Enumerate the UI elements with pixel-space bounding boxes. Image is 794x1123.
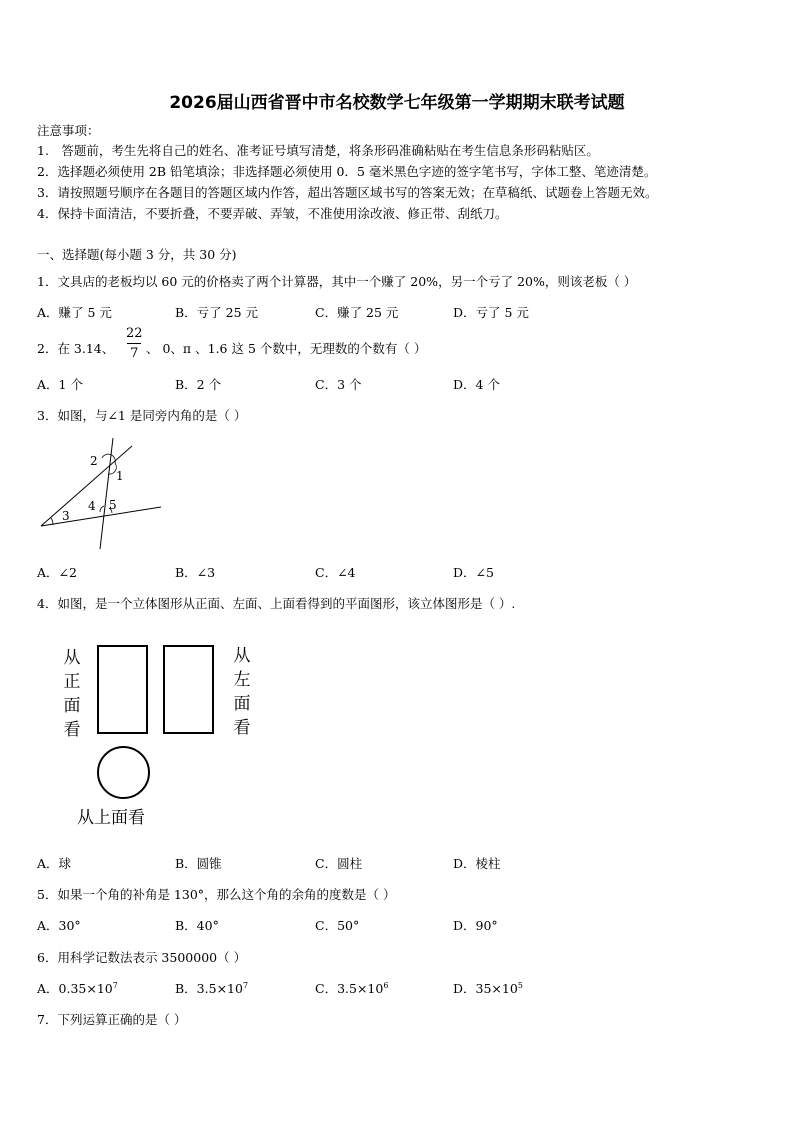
q6-option-c-base: C．3.5×10 [315, 981, 384, 996]
notice-item-2: 2．选择题必须使用 2B 铅笔填涂；非选择题必须使用 0．5 毫米黑色字迹的签字笔书写，字体工整、笔迹清楚。 [37, 164, 657, 179]
q3-option-c: C．∠4 [315, 565, 356, 580]
q6-option-b-exponent: 7 [242, 980, 249, 990]
notice-item-3: 3．请按照题号顺序在各题目的答题区域内作答，超出答题区域书写的答案无效；在草稿纸、试题卷上答题无效。 [37, 185, 658, 200]
question-6-stem: 6．用科学记数法表示 3500000（ ） [37, 950, 247, 965]
q2-option-b: B．2 个 [175, 377, 222, 392]
q1-option-c: C．赚了 25 元 [315, 305, 399, 320]
fraction-numerator: 22 [126, 326, 143, 341]
q5-option-a: A．30° [37, 918, 81, 933]
notice-heading: 注意事项： [37, 123, 100, 138]
q6-option-a-exponent: 7 [112, 980, 118, 990]
question-1-stem: 1．文具店的老板均以 60 元的价格卖了两个计算器，其中一个赚了 20%，另一个亏了 20%，则该老板（ ） [37, 274, 637, 289]
q3-option-d: D．∠5 [453, 565, 494, 580]
fraction-denominator: 7 [130, 346, 139, 361]
q4-option-a: A．球 [37, 856, 72, 871]
question-2-prefix: 2．在 3.14、 [37, 341, 115, 356]
angle-arc-2 [102, 454, 115, 463]
q3-option-b: B．∠3 [175, 565, 216, 580]
q2-option-d: D．4 个 [453, 377, 500, 392]
label-2: 2 [90, 454, 98, 468]
q4-option-c: C．圆柱 [315, 856, 363, 871]
question-7-stem: 7．下列运算正确的是（ ） [37, 1012, 187, 1027]
angle-figure [36, 436, 166, 552]
label-3: 3 [62, 509, 70, 523]
question-2-suffix: 、 0、π 、1.6 这 5 个数中，无理数的个数有（ ） [146, 341, 427, 356]
question-4-stem: 4．如图，是一个立体图形从正面、左面、上面看得到的平面图形，该立体图形是（ ）. [37, 596, 516, 611]
q6-option-c-exponent: 6 [383, 980, 389, 990]
q5-option-d: D．90° [453, 918, 498, 933]
label-front-view: 从正面看 [63, 648, 81, 740]
label-5: 5 [109, 498, 117, 512]
angle-arc-4 [100, 506, 104, 512]
q6-option-c [315, 979, 388, 997]
q2-option-c: C．3 个 [315, 377, 362, 392]
label-1: 1 [116, 469, 124, 483]
q2-option-a: A．1 个 [37, 377, 83, 392]
section-heading: 一、选择题(每小题 3 分，共 30 分) [37, 247, 237, 262]
notice-item-4: 4．保持卡面清洁，不要折叠，不要弄破、弄皱，不准使用涂改液、修正带、刮纸刀。 [37, 206, 508, 221]
label-top-view: 从上面看 [77, 808, 145, 828]
question-3-stem: 3．如图，与∠1 是同旁内角的是（ ） [37, 408, 247, 423]
label-4: 4 [88, 499, 96, 513]
top-view-circle [97, 746, 150, 799]
notice-item-1: 1. 答题前，考生先将自己的姓名、准考证号填写清楚，将条形码准确粘贴在考生信息条形码粘贴区。 [37, 143, 599, 158]
fraction-bar [127, 343, 141, 344]
q4-option-d: D．棱柱 [453, 856, 501, 871]
q6-option-d [453, 979, 523, 997]
q1-option-d: D．亏了 5 元 [453, 305, 529, 320]
q3-option-a: A．∠2 [37, 565, 77, 580]
q6-option-b [175, 979, 248, 997]
front-view-rectangle [97, 645, 148, 734]
label-left-view: 从左面看 [233, 646, 251, 738]
q6-option-a [37, 979, 118, 997]
q6-option-b-base: B．3.5×10 [175, 981, 243, 996]
fraction-22-7 [126, 326, 143, 361]
exam-title: 2026届山西省晋中市名校数学七年级第一学期期末联考试题 [169, 93, 625, 113]
q6-option-a-base: A．0.35×10 [37, 981, 113, 996]
q1-option-b: B．亏了 25 元 [175, 305, 259, 320]
question-5-stem: 5．如果一个角的补角是 130°，那么这个角的余角的度数是（ ） [37, 887, 396, 902]
q6-option-d-base: D．35×10 [453, 981, 518, 996]
q5-option-c: C．50° [315, 918, 360, 933]
q6-option-d-exponent: 5 [517, 980, 523, 990]
left-view-rectangle [163, 645, 214, 734]
q1-option-a: A．赚了 5 元 [37, 305, 112, 320]
q4-option-b: B．圆锥 [175, 856, 222, 871]
q5-option-b: B．40° [175, 918, 219, 933]
